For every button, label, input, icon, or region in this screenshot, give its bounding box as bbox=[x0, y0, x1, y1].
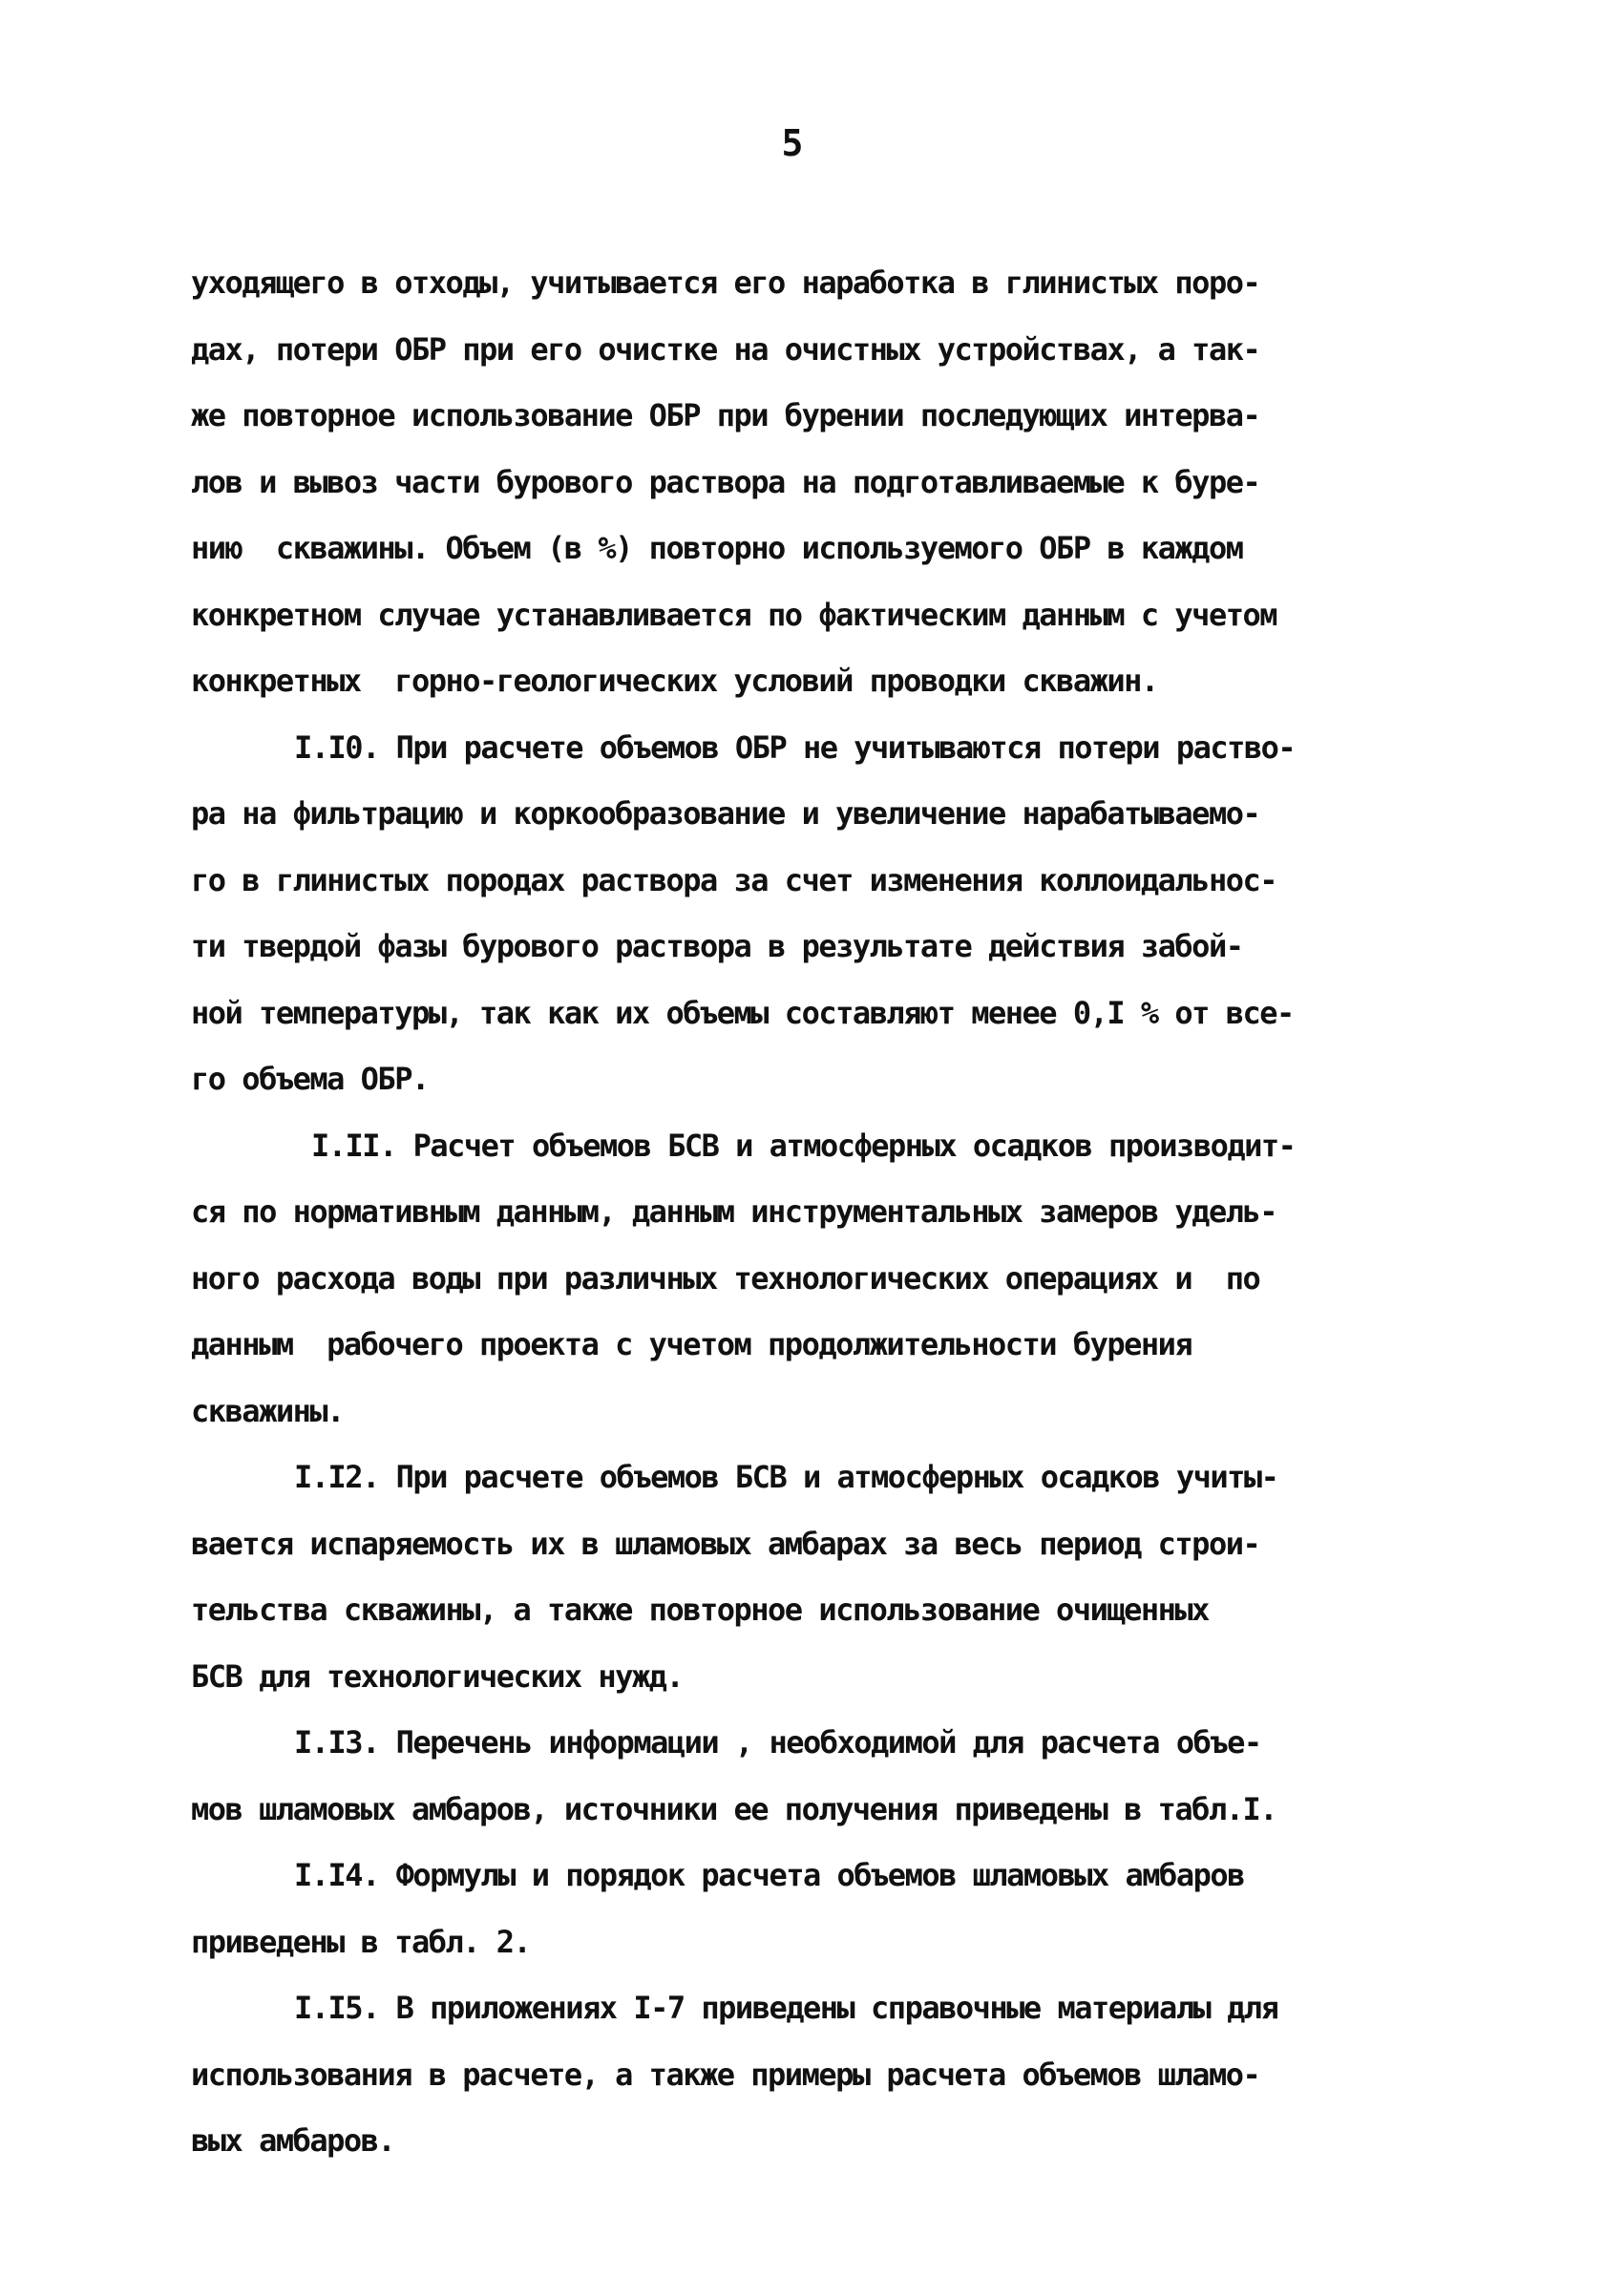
text-line: го в глинистых породах раствора за счет изменения коллоидальнос- bbox=[191, 861, 1276, 898]
text-line: скважины. bbox=[191, 1392, 344, 1429]
text-line: нию скважины. Объем (в %) повторно используемого ОБР в каждом bbox=[191, 530, 1243, 566]
text-line: ного расхода воды при различных технологических операциях и по bbox=[191, 1259, 1260, 1297]
text-line: вых амбаров. bbox=[191, 2122, 395, 2159]
text-line: использования в расчете, а также примеры расчета объемов шламо- bbox=[191, 2056, 1260, 2093]
text-line: тельства скважины, а также повторное использование очищенных bbox=[191, 1592, 1209, 1628]
text-line: мов шламовых амбаров, источники ее получения приведены в табл.I. bbox=[191, 1790, 1276, 1827]
text-line: I.I2. При расчете объемов БСВ и атмосферных осадков учиты- bbox=[294, 1459, 1278, 1495]
text-line: приведены в табл. 2. bbox=[191, 1923, 531, 1960]
text-line: ся по нормативным данным, данным инструментальных замеров удель- bbox=[191, 1193, 1276, 1230]
text-line: I.II. Расчет объемов БСВ и атмосферных осадков производит- bbox=[311, 1127, 1296, 1164]
paragraph-section-1-13 bbox=[191, 1710, 1489, 1843]
text-line: лов и вывоз части бурового раствора на подготавливаемые к буре- bbox=[191, 463, 1260, 500]
document-body bbox=[191, 250, 1489, 2175]
text-line: же повторное использование ОБР при бурении последующих интерва- bbox=[191, 397, 1260, 433]
text-line: БСВ для технологических нужд. bbox=[191, 1657, 684, 1695]
text-line: конкретном случае устанавливается по фактическим данным с учетом bbox=[191, 596, 1276, 633]
text-line: дах, потери ОБР при его очистке на очистных устройствах, а так- bbox=[191, 330, 1260, 368]
paragraph-section-1-15 bbox=[191, 1975, 1489, 2175]
page-number: 5 bbox=[781, 122, 804, 164]
text-line: данным рабочего проекта с учетом продолжительности бурения bbox=[191, 1326, 1192, 1362]
text-line: I.I4. Формулы и порядок расчета объемов шламовых амбаров bbox=[294, 1857, 1244, 1893]
paragraph-section-1-10 bbox=[191, 715, 1489, 1113]
text-line: го объема ОБР. bbox=[191, 1061, 429, 1097]
text-line: конкретных горно-геологических условий проводки скважин. bbox=[191, 663, 1158, 699]
text-line: ной температуры, так как их объемы составляют менее 0,I % от все- bbox=[191, 994, 1294, 1031]
text-line: уходящего в отходы, учитывается его наработка в глинистых поро- bbox=[191, 264, 1260, 301]
paragraph-section-1-14 bbox=[191, 1843, 1489, 1975]
paragraph-continuation bbox=[191, 250, 1489, 715]
text-line: вается испаряемость их в шламовых амбарах за весь период строи- bbox=[191, 1525, 1260, 1562]
paragraph-section-1-12 bbox=[191, 1445, 1489, 1710]
paragraph-section-1-11 bbox=[191, 1113, 1489, 1445]
text-line: ти твердой фазы бурового раствора в результате действия забой- bbox=[191, 928, 1243, 964]
text-line: I.I3. Перечень информации , необходимой для расчета объе- bbox=[294, 1724, 1261, 1761]
text-line: ра на фильтрацию и коркообразование и увеличение нарабатываемо- bbox=[191, 795, 1260, 832]
text-line: I.I5. В приложениях I-7 приведены справочные материалы для bbox=[294, 1990, 1278, 2026]
text-line: I.I0. При расчете объемов ОБР не учитываются потери раство- bbox=[294, 728, 1296, 766]
